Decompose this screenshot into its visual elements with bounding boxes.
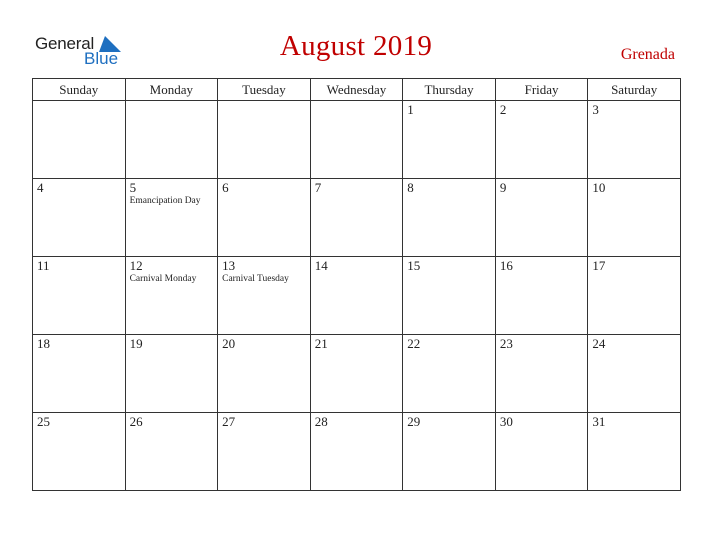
day-number: 11: [37, 258, 50, 273]
day-number: 15: [407, 258, 421, 273]
day-cell: [33, 179, 126, 257]
calendar-title: August 2019: [279, 30, 433, 62]
day-cell: [403, 335, 496, 413]
day-cell: [310, 335, 403, 413]
day-number: 27: [222, 414, 236, 429]
logo-blue-text: Blue: [84, 49, 119, 68]
day-cell: [125, 101, 218, 179]
day-cell: [310, 257, 403, 335]
day-cell: [495, 335, 588, 413]
day-cell: [310, 101, 403, 179]
calendar-body: [33, 101, 681, 491]
day-cell: [588, 335, 681, 413]
day-number: 30: [499, 414, 513, 429]
day-cell: [403, 413, 496, 491]
day-cell: [33, 335, 126, 413]
weekday-header: Friday: [495, 79, 588, 101]
weekday-header: Tuesday: [218, 79, 311, 101]
week-row: [33, 335, 681, 413]
day-number: 28: [314, 414, 328, 429]
day-number: 12: [129, 258, 143, 273]
day-number: 23: [499, 336, 513, 351]
day-number: 21: [314, 336, 328, 351]
day-number: 14: [314, 258, 328, 273]
country-label: Grenada: [620, 46, 675, 63]
day-cell: [588, 413, 681, 491]
day-number: 4: [37, 180, 44, 195]
day-number: 10: [592, 180, 606, 195]
day-number: 6: [222, 180, 229, 195]
day-number: 22: [407, 336, 421, 351]
day-cell: [403, 257, 496, 335]
day-number: 20: [222, 336, 236, 351]
day-number: 17: [592, 258, 606, 273]
day-number: 24: [592, 336, 606, 351]
day-cell: [495, 179, 588, 257]
calendar-grid: [32, 78, 681, 491]
weekday-header-row: [33, 79, 681, 101]
day-cell: [495, 101, 588, 179]
day-number: 13: [222, 258, 236, 273]
day-number: 7: [314, 180, 322, 195]
day-cell: [125, 335, 218, 413]
holiday-label: Carnival Tuesday: [222, 274, 289, 284]
day-number: 8: [407, 180, 414, 195]
day-cell: [218, 257, 311, 335]
day-number: 25: [37, 414, 50, 429]
week-row: [33, 101, 681, 179]
day-cell: [33, 101, 126, 179]
day-cell: [495, 257, 588, 335]
day-cell: [218, 335, 311, 413]
week-row: [33, 413, 681, 491]
holiday-label: Carnival Monday: [129, 274, 197, 284]
day-number: 31: [592, 414, 606, 429]
day-number: 5: [129, 180, 137, 195]
day-number: 19: [129, 336, 143, 351]
day-number: 26: [129, 414, 143, 429]
day-number: 9: [499, 180, 507, 195]
day-number: 2: [499, 102, 507, 117]
day-cell: [218, 179, 311, 257]
week-row: [33, 257, 681, 335]
weekday-header: Saturday: [588, 79, 681, 101]
day-cell: [125, 413, 218, 491]
logo-general-text: General: [35, 34, 95, 53]
day-cell: [33, 413, 126, 491]
holiday-label: Emancipation Day: [129, 196, 201, 206]
day-cell: [218, 413, 311, 491]
day-number: 18: [37, 336, 50, 351]
day-cell: [403, 179, 496, 257]
weekday-header: Thursday: [403, 79, 496, 101]
day-number: 1: [407, 102, 414, 117]
day-cell: [495, 413, 588, 491]
weekday-header: Wednesday: [310, 79, 403, 101]
weekday-header: Sunday: [33, 79, 126, 101]
day-number: 16: [499, 258, 513, 273]
day-cell: [218, 101, 311, 179]
week-row: [33, 179, 681, 257]
day-number: 3: [592, 102, 599, 117]
day-cell: [125, 257, 218, 335]
day-cell: [33, 257, 126, 335]
day-cell: [310, 413, 403, 491]
day-cell: [403, 101, 496, 179]
day-cell: [588, 257, 681, 335]
day-cell: [125, 179, 218, 257]
weekday-header: Monday: [125, 79, 218, 101]
day-cell: [588, 101, 681, 179]
day-cell: [310, 179, 403, 257]
day-number: 29: [407, 414, 421, 429]
day-cell: [588, 179, 681, 257]
